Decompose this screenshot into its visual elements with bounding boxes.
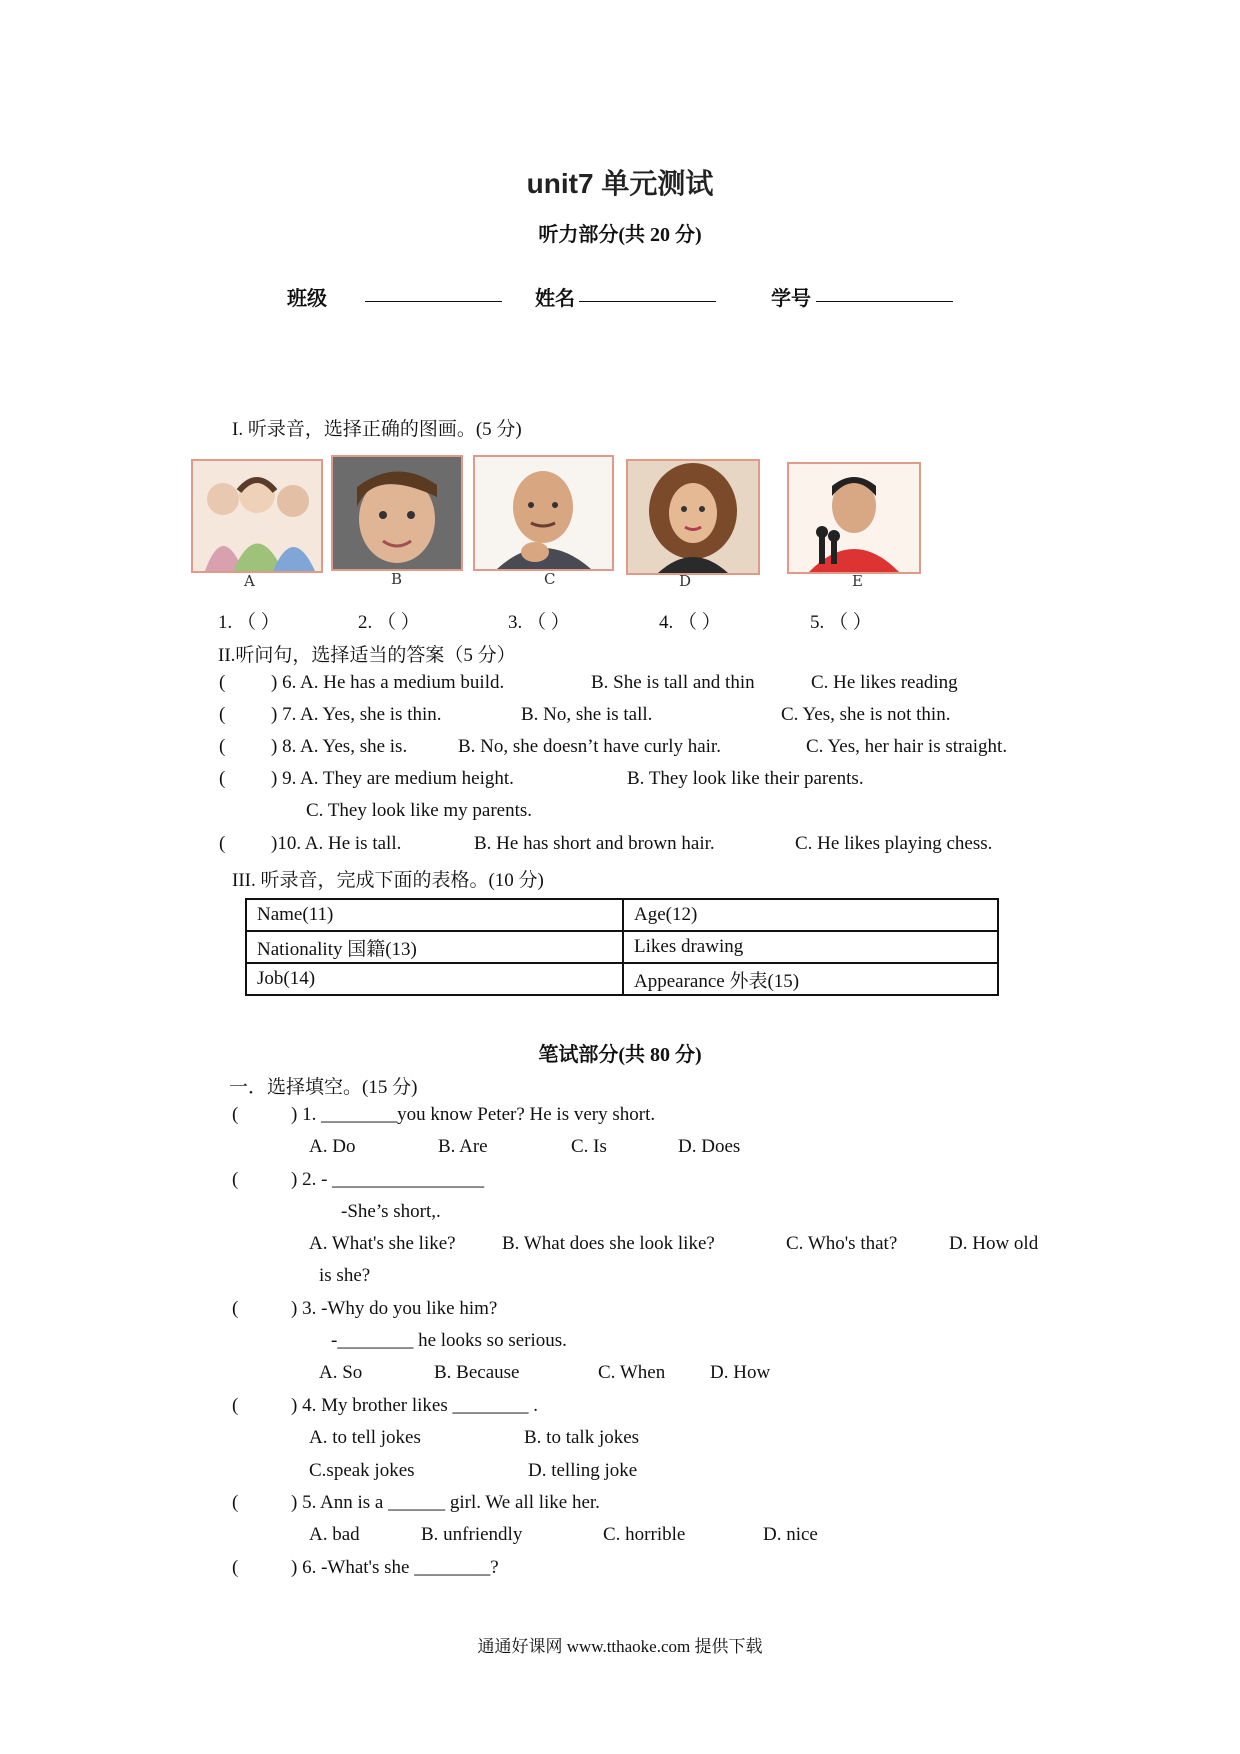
q9-option-b[interactable]: B. They look like their parents. [627, 768, 864, 789]
table-cell[interactable]: Job(14) [246, 963, 623, 995]
picture-c [473, 455, 614, 571]
q8-option-c[interactable]: C. Yes, her hair is straight. [806, 736, 1008, 757]
table-cell[interactable]: Nationality 国籍(13) [246, 931, 623, 963]
picture-b-label: B [391, 570, 403, 588]
question-5: ) 5. Ann is a ______ girl. We all like her. [291, 1492, 600, 1513]
q10-option-c[interactable]: C. He likes playing chess. [795, 833, 993, 854]
q7-option-c[interactable]: C. Yes, she is not thin. [781, 704, 951, 725]
page-footer: 通通好课网 www.tthaoke.com 提供下载 [477, 1637, 763, 1656]
q2-option-d[interactable]: D. How old [949, 1233, 1039, 1254]
q3-dialogue: -________ he looks so serious. [331, 1330, 567, 1351]
class-field[interactable] [365, 283, 502, 302]
class-label: 班级 [287, 288, 327, 310]
number-label: 学号 [771, 288, 811, 310]
section3-heading: III. 听录音，完成下面的表格。(10 分) [232, 870, 544, 891]
question-8: ) 8. A. Yes, she is. [271, 736, 408, 757]
q4-option-c[interactable]: C.speak jokes [309, 1460, 415, 1481]
q3-option-a[interactable]: A. So [319, 1362, 363, 1383]
written-heading: 笔试部分(共 80 分) [538, 1044, 702, 1066]
q4-option-d[interactable]: D. telling joke [528, 1460, 638, 1481]
q1-option-c[interactable]: C. Is [571, 1136, 607, 1157]
picture-d [626, 459, 760, 575]
question-6: ) 6. A. He has a medium build. [271, 672, 505, 693]
paren-open: ( [232, 1395, 239, 1416]
question-10: )10. A. He is tall. [271, 833, 402, 854]
paren-open: ( [219, 672, 226, 693]
paren-open: ( [232, 1104, 239, 1125]
table-cell[interactable]: Age(12) [623, 899, 998, 931]
picture-b [331, 455, 463, 571]
question-4: ) 4. My brother likes ________ . [291, 1395, 538, 1416]
table-row [246, 931, 998, 963]
name-field[interactable] [579, 283, 716, 302]
q4-option-b[interactable]: B. to talk jokes [524, 1427, 640, 1448]
paren-open: ( [232, 1169, 239, 1190]
q5-option-d[interactable]: D. nice [763, 1524, 818, 1545]
part1-heading: 一．选择填空。(15 分) [229, 1077, 418, 1098]
table-cell[interactable]: Name(11) [246, 899, 623, 931]
picture-d-label: D [679, 572, 692, 590]
picture-e-label: E [852, 572, 863, 590]
q2-option-c[interactable]: C. Who's that? [786, 1233, 898, 1254]
q5-option-b[interactable]: B. unfriendly [421, 1524, 523, 1545]
q6-option-c[interactable]: C. He likes reading [811, 672, 958, 693]
q1-option-b[interactable]: B. Are [438, 1136, 488, 1157]
picture-c-label: C [544, 570, 556, 588]
q7-option-b[interactable]: B. No, she is tall. [521, 704, 653, 725]
question-7: ) 7. A. Yes, she is thin. [271, 704, 442, 725]
paren-open: ( [232, 1557, 239, 1578]
q4-option-a[interactable]: A. to tell jokes [309, 1427, 421, 1448]
q5-option-a[interactable]: A. bad [309, 1524, 360, 1545]
table-cell[interactable]: Appearance 外表(15) [623, 963, 998, 995]
paren-open: ( [232, 1492, 239, 1513]
picture-a-label: A [244, 572, 255, 590]
q3-option-b[interactable]: B. Because [434, 1362, 520, 1383]
answer-blank-1[interactable]: 1. （ ） [218, 612, 280, 633]
q2-option-d-cont: is she? [319, 1265, 371, 1286]
number-field[interactable] [816, 283, 953, 302]
picture-e [787, 462, 921, 574]
q2-option-a[interactable]: A. What's she like? [309, 1233, 456, 1254]
page-title: unit7 单元测试 [526, 168, 714, 199]
name-label: 姓名 [535, 288, 575, 310]
paren-open: ( [219, 833, 226, 854]
boy-portrait-icon [333, 457, 461, 569]
question-6-written: ) 6. -What's she ________? [291, 1557, 499, 1578]
q8-option-b[interactable]: B. No, she doesn’t have curly hair. [458, 736, 721, 757]
listening-heading: 听力部分(共 20 分) [538, 224, 702, 246]
question-1: ) 1. ________you know Peter? He is very short. [291, 1104, 656, 1125]
q5-option-c[interactable]: C. horrible [603, 1524, 686, 1545]
answer-blank-3[interactable]: 3. （ ） [508, 612, 570, 633]
curly-hair-woman-icon [628, 461, 758, 573]
q2-dialogue: -She’s short,. [341, 1201, 441, 1222]
picture-a [191, 459, 323, 573]
q6-option-b[interactable]: B. She is tall and thin [591, 672, 755, 693]
table-row [246, 963, 998, 995]
man-at-microphones-icon [789, 464, 919, 572]
q1-option-a[interactable]: A. Do [309, 1136, 356, 1157]
table-cell: Likes drawing [623, 931, 998, 963]
question-3: ) 3. -Why do you like him? [291, 1298, 498, 1319]
table-row [246, 899, 998, 931]
q1-option-d[interactable]: D. Does [678, 1136, 741, 1157]
bald-man-icon [475, 457, 612, 569]
answer-blank-4[interactable]: 4. （ ） [659, 612, 721, 633]
paren-open: ( [219, 736, 226, 757]
question-9: ) 9. A. They are medium height. [271, 768, 514, 789]
paren-open: ( [219, 704, 226, 725]
q10-option-b[interactable]: B. He has short and brown hair. [474, 833, 715, 854]
paren-open: ( [219, 768, 226, 789]
section1-heading: I. 听录音，选择正确的图画。(5 分) [232, 419, 522, 440]
q3-option-c[interactable]: C. When [598, 1362, 666, 1383]
q2-option-b[interactable]: B. What does she look like? [502, 1233, 715, 1254]
answer-blank-5[interactable]: 5. （ ） [810, 612, 872, 633]
paren-open: ( [232, 1298, 239, 1319]
section2-heading: II.听问句，选择适当的答案（5 分） [218, 645, 516, 666]
question-2: ) 2. - ________________ [291, 1169, 485, 1190]
q3-option-d[interactable]: D. How [710, 1362, 771, 1383]
answer-blank-2[interactable]: 2. （ ） [358, 612, 420, 633]
group-of-girls-icon [193, 461, 321, 571]
q9-option-c[interactable]: C. They look like my parents. [306, 800, 533, 821]
info-table [245, 898, 999, 996]
